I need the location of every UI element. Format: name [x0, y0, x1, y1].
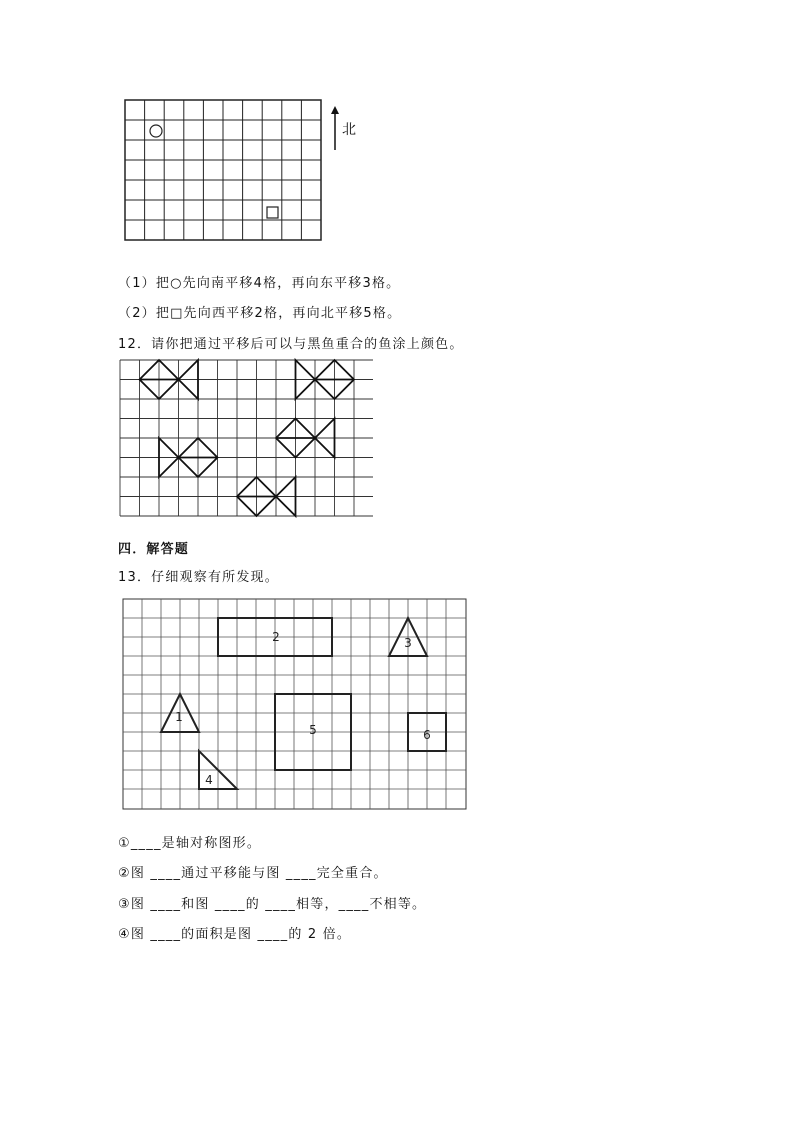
shape-label-4: 4 [205, 773, 213, 787]
q13-line-4: ④图 ____的面积是图 ____的 2 倍。 [118, 927, 352, 942]
section-heading: 四．解答题 [118, 542, 190, 557]
q12-prompt: 12．请你把通过平移后可以与黑鱼重合的鱼涂上颜色。 [118, 337, 464, 352]
q11-grid [125, 100, 321, 240]
q13-prompt: 13．仔细观察有所发现。 [118, 570, 279, 585]
shape-label-3: 3 [404, 636, 412, 650]
q12-fish-grid-figure [115, 355, 380, 520]
q11-item-1: （1）把○先向南平移4格，再向东平移3格。 [118, 276, 401, 291]
shape-label-1: 1 [175, 710, 183, 724]
q13-shapes-grid-figure [118, 594, 473, 814]
circle-shape [150, 125, 162, 137]
north-label: 北 [342, 122, 358, 138]
q13-line-3: ③图 ____和图 ____的 ____相等，____不相等。 [118, 897, 427, 912]
shape-label-6: 6 [423, 728, 431, 742]
q13-line-2: ②图 ____通过平移能与图 ____完全重合。 [118, 866, 388, 881]
shape-label-5: 5 [309, 723, 317, 737]
north-arrow-icon [330, 106, 340, 152]
shape-label-2: 2 [272, 630, 280, 644]
q11-item-2: （2）把□先向西平移2格，再向北平移5格。 [118, 306, 402, 321]
q13-line-1: ①____是轴对称图形。 [118, 836, 262, 851]
square-shape [267, 207, 278, 218]
